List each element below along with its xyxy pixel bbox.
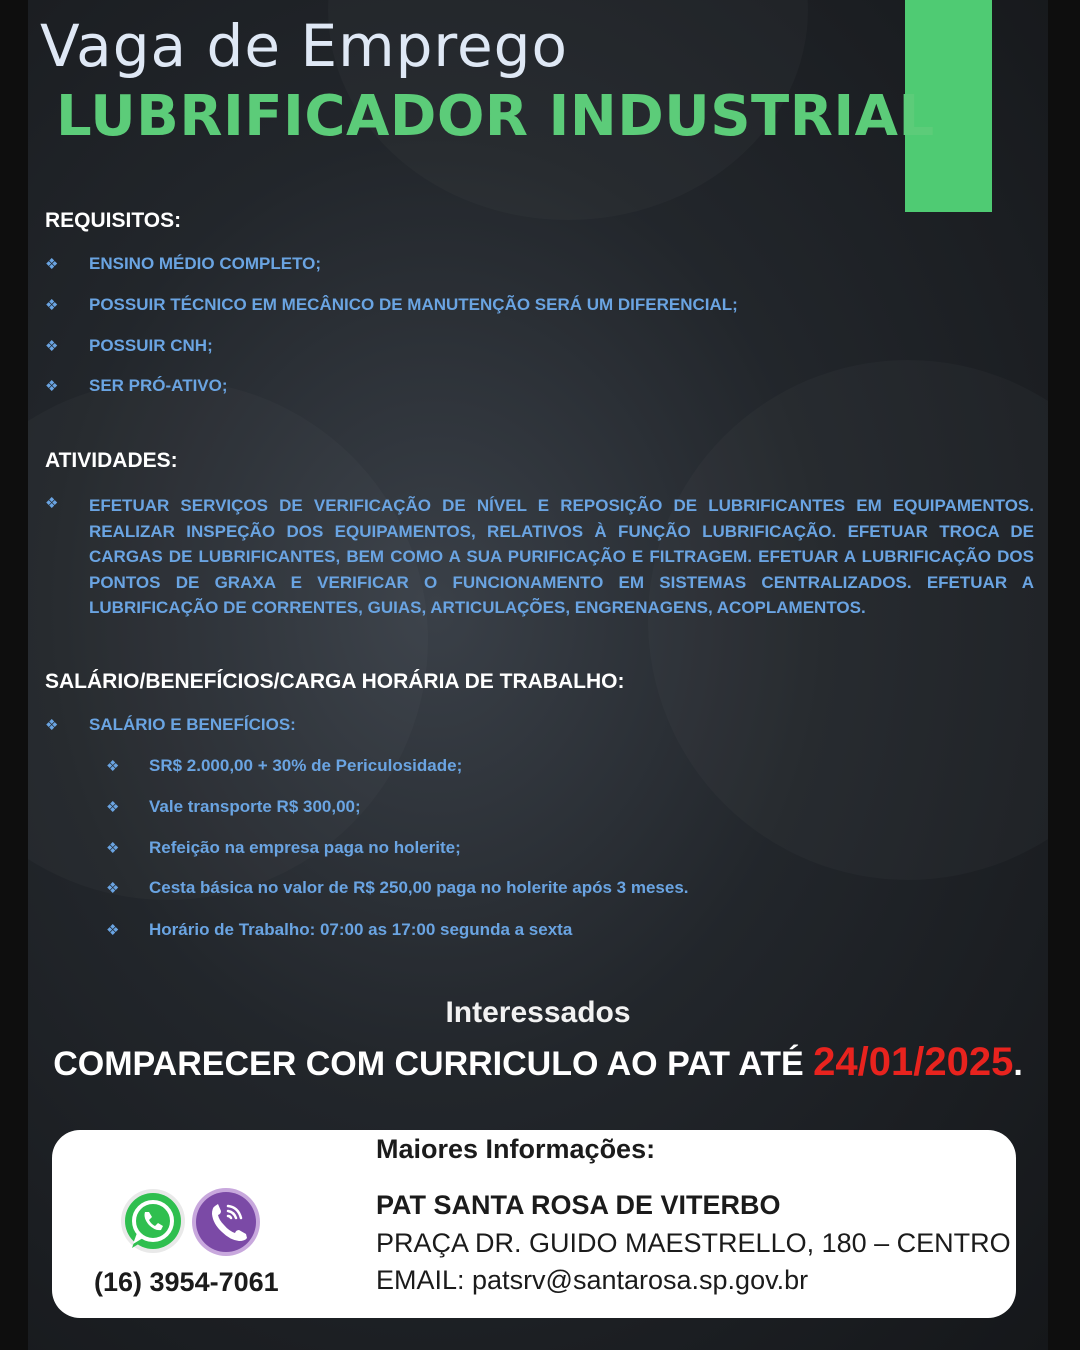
viber-icon [190,1186,262,1258]
poster-title: Vaga de Emprego [40,12,568,80]
activities-description: EFETUAR SERVIÇOS DE VERIFICAÇÃO DE NÍVEL E REPOSIÇÃO DE LUBRIFICANTES EM EQUIPAMENTOS. REALIZAR INSPEÇÃO DOS EQUIPAMENTOS, RELATIVOS À FUNÇÃO LUBRIFICAÇÃO. EFETUAR TROCA DE CARGAS DE LUBRIFICANTES, BEM COMO A SUA PURIFICAÇÃO E FILTRAGEM. EFETUAR A LUBRIFICAÇÃO DOS PONTOS DE GRAXA E VERIFICAR O FUNCIONAMENTO EM SISTEMAS CENTRALIZADOS. EFETUAR A LUBRIFICAÇÃO DE CORRENTES, GUIAS, ARTICULAÇÕES, ENGRENAGENS, ACOPLAMENTOS. [89,496,1034,617]
diamond-bullet-icon: ❖ [106,758,120,775]
benefit-item: Horário de Trabalho: 07:00 as 17:00 segunda a sexta [149,920,573,939]
email-address: EMAIL: patsrv@santarosa.sp.gov.br [376,1265,809,1295]
call-to-action [28,1040,1048,1085]
address: PRAÇA DR. GUIDO MAESTRELLO, 180 – CENTRO [376,1228,1011,1258]
diamond-bullet-icon: ❖ [45,256,59,273]
benefit-item: Cesta básica no valor de R$ 250,00 paga no holerite após 3 meses. [149,878,689,897]
diamond-bullet-icon: ❖ [45,338,59,355]
requirement-item: SER PRÓ-ATIVO; [89,376,228,395]
requirements-heading: REQUISITOS: [45,209,182,232]
interested-label: Interessados [445,996,631,1029]
contact-card [52,1130,1016,1318]
benefit-item: Refeição na empresa paga no holerite; [149,838,461,857]
job-title: LUBRIFICADOR INDUSTRIAL [56,84,935,149]
requirement-item: POSSUIR TÉCNICO EM MECÂNICO DE MANUTENÇÃO SERÁ UM DIFERENCIAL; [89,295,738,314]
diamond-bullet-icon: ❖ [106,840,120,857]
organization-name: PAT SANTA ROSA DE VITERBO [376,1190,781,1220]
phone-number: (16) 3954-7061 [94,1267,279,1297]
deadline-date: 24/01/2025 [813,1040,1014,1084]
cta-period: . [1013,1045,1023,1083]
whatsapp-icon [118,1188,188,1258]
diamond-bullet-icon: ❖ [45,378,59,395]
diamond-bullet-icon: ❖ [45,495,59,512]
cta-text: COMPARECER COM CURRICULO AO PAT ATÉ [53,1045,814,1083]
diamond-bullet-icon: ❖ [45,297,59,314]
diamond-bullet-icon: ❖ [45,717,59,734]
diamond-bullet-icon: ❖ [106,799,120,816]
salary-subheading: SALÁRIO E BENEFÍCIOS: [89,715,296,734]
benefit-item: Vale transporte R$ 300,00; [149,797,361,816]
salary-heading: SALÁRIO/BENEFÍCIOS/CARGA HORÁRIA DE TRABALHO: [45,670,625,693]
diamond-bullet-icon: ❖ [106,922,120,939]
activities-heading: ATIVIDADES: [45,449,178,472]
job-poster [28,0,1048,1350]
diamond-bullet-icon: ❖ [106,880,120,897]
benefit-item: SR$ 2.000,00 + 30% de Periculosidade; [149,756,463,775]
more-info-heading: Maiores Informações: [376,1134,656,1164]
requirement-item: ENSINO MÉDIO COMPLETO; [89,254,322,273]
requirement-item: POSSUIR CNH; [89,336,213,355]
